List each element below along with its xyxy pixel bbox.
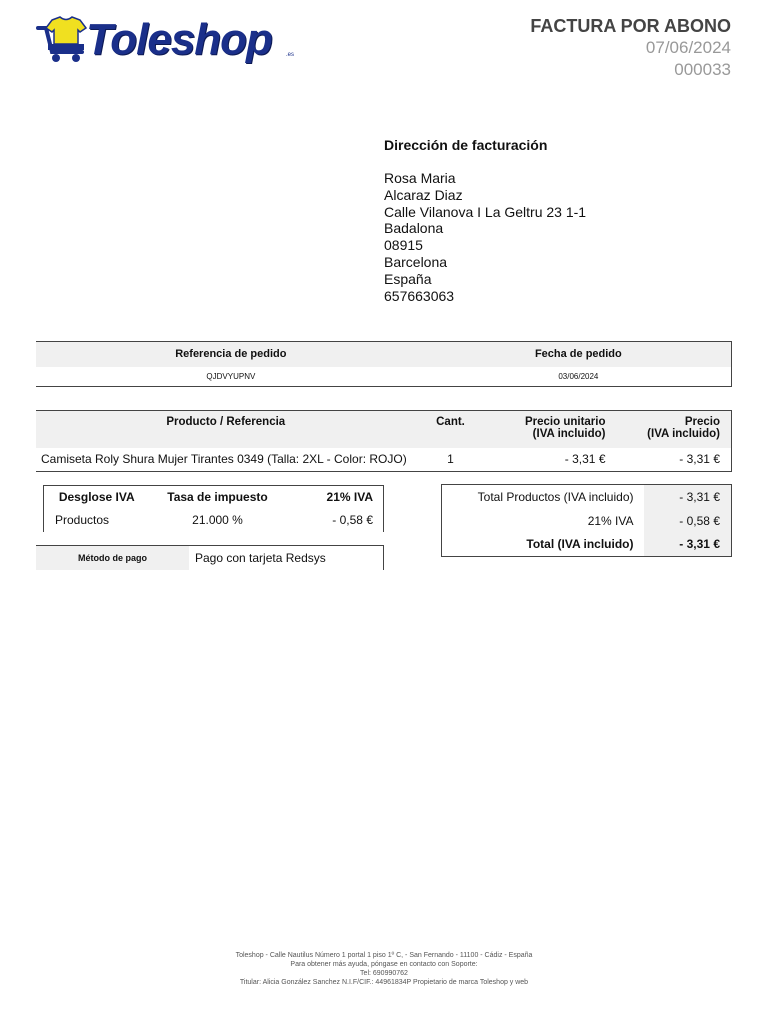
grand-total-label: Total (IVA incluido) [526, 537, 634, 552]
product-price: - 3,31 € [679, 452, 720, 467]
tax-header-label: Desglose IVA [44, 486, 150, 508]
document-number: 000033 [674, 60, 731, 79]
tax-total-value: - 0,58 € [644, 509, 732, 533]
billing-heading: Dirección de facturación [384, 137, 548, 153]
tax-row-label: Productos [55, 512, 110, 527]
billing-line: Rosa Maria [384, 170, 456, 186]
table-row [442, 485, 732, 509]
billing-line: Calle Vilanova I La Geltru 23 1-1 [384, 203, 587, 220]
payment-method-table [36, 545, 384, 570]
logo-text: Toleshop [86, 15, 272, 64]
price-header-line2: (IVA incluido) [647, 428, 720, 440]
logo-domain: .es [286, 52, 295, 58]
logo [36, 14, 316, 66]
unit-price-header-line1: Precio unitario [524, 416, 606, 428]
payment-method-label: Método de pago [36, 546, 189, 570]
product-unit-price: - 3,31 € [564, 452, 606, 467]
document-date: 07/06/2024 [645, 38, 731, 57]
cart-shirt-icon [36, 14, 90, 66]
order-date-value: 03/06/2024 [558, 371, 599, 381]
footer-line: Toleshop - Calle Nautilus Número 1 portal 1 piso 1º C, - San Fernando - 11100 - Cádiz - España [235, 952, 533, 959]
table-row [442, 509, 732, 533]
order-reference-table [36, 341, 732, 387]
total-products-value: - 3,31 € [644, 485, 732, 509]
tax-row-rate: 21.000 % [192, 512, 243, 527]
tax-breakdown-table [43, 485, 384, 532]
table-row [44, 508, 384, 532]
product-name: Camiseta Roly Shura Mujer Tirantes 0349 (Talla: 2XL - Color: ROJO) [41, 452, 407, 467]
tax-header-rate: Tasa de impuesto [150, 486, 286, 508]
product-qty: 1 [447, 452, 454, 467]
totals-table [441, 484, 732, 557]
price-header-line1: Precio [684, 416, 720, 428]
order-date-header: Fecha de pedido [426, 342, 732, 367]
order-ref-header: Referencia de pedido [36, 342, 426, 367]
billing-line: 08915 [384, 237, 423, 254]
footer-line: Para obtener más ayuda, póngase en contacto con Soporte: [290, 961, 478, 968]
footer [0, 951, 768, 987]
payment-method-value: Pago con tarjeta Redsys [195, 550, 326, 565]
grand-total-value: - 3,31 € [644, 533, 732, 557]
qty-header: Cant. [416, 411, 486, 448]
billing-line: España [384, 270, 432, 287]
billing-line: Alcaraz Diaz [384, 186, 463, 203]
tax-total-label: 21% IVA [587, 513, 634, 528]
unit-price-header [486, 411, 618, 448]
footer-line: Titular: Alicia González Sanchez N.I.F/CIF.: 44961834P Propietario de marca Toleshop y web [239, 979, 529, 986]
price-header [618, 411, 732, 448]
footer-line: Tel: 690990762 [360, 970, 408, 977]
products-table [36, 410, 732, 472]
document-title: FACTURA POR ABONO [530, 16, 731, 36]
billing-address [384, 137, 586, 304]
table-row [442, 533, 732, 557]
table-row [36, 448, 732, 472]
tax-row-amount: - 0,58 € [332, 512, 373, 527]
billing-line: Barcelona [384, 253, 448, 270]
billing-line: Badalona [384, 220, 444, 237]
product-header: Producto / Referencia [36, 411, 416, 448]
order-ref-value: QJDVYUPNV [206, 371, 256, 381]
total-products-label: Total Productos (IVA incluido) [477, 489, 634, 504]
billing-line: 657663063 [384, 287, 455, 304]
unit-price-header-line2: (IVA incluido) [532, 428, 606, 440]
tax-header-amount: 21% IVA [286, 486, 384, 508]
